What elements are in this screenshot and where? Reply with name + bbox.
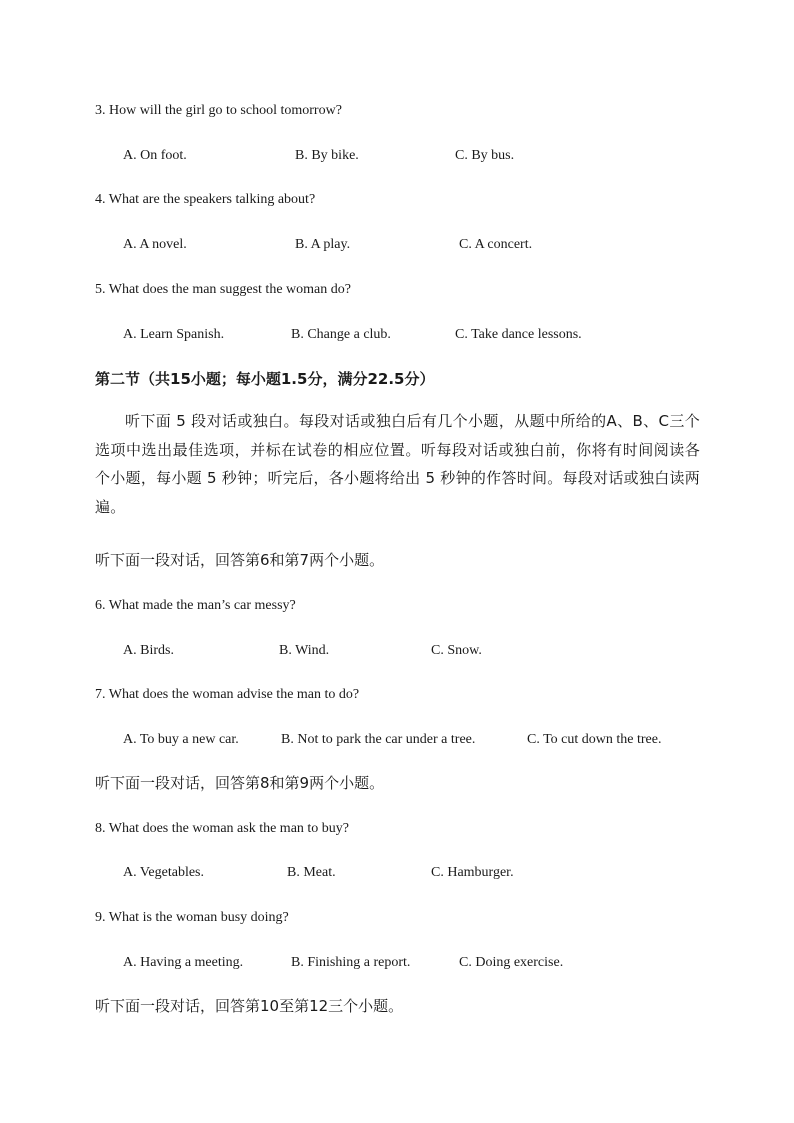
q3-option-a: A. On foot.	[123, 148, 187, 163]
q9-option-a: A. Having a meeting.	[123, 955, 244, 970]
q8-option-b: B. Meat.	[287, 865, 336, 880]
group-intro-10-12: 听下面一段对话，回答第10至第12三个小题。	[95, 997, 404, 1015]
group-intro-8-9: 听下面一段对话，回答第8和第9两个小题。	[95, 774, 385, 792]
q4-option-b: B. A play.	[295, 237, 351, 252]
question-6: 6. What made the man’s car messy?	[95, 598, 296, 613]
section-title: 第二节（共15小题；每小题1.5分，满分22.5分）	[95, 370, 435, 388]
q7-option-b: B. Not to park the car under a tree.	[281, 732, 476, 747]
question-5: 5. What does the man suggest the woman do?	[95, 282, 351, 297]
group-intro-6-7: 听下面一段对话，回答第6和第7两个小题。	[95, 551, 385, 569]
question-7: 7. What does the woman advise the man to do?	[95, 687, 360, 702]
q5-option-c: C. Take dance lessons.	[455, 327, 582, 342]
q8-option-c: C. Hamburger.	[431, 865, 514, 880]
q4-option-a: A. A novel.	[123, 237, 187, 252]
q8-option-a: A. Vegetables.	[123, 865, 204, 880]
question-4: 4. What are the speakers talking about?	[95, 192, 316, 207]
q7-option-c: C. To cut down the tree.	[527, 732, 662, 747]
question-8: 8. What does the woman ask the man to buy?	[95, 821, 350, 836]
q5-option-b: B. Change a club.	[291, 327, 391, 342]
q3-option-b: B. By bike.	[295, 148, 359, 163]
q7-option-a: A. To buy a new car.	[123, 732, 239, 747]
section-instructions: 听下面 5 段对话或独白。每段对话或独白后有几个小题，从题中所给的A、B、C三个选项中选出最佳选项，并标在试卷的相应位置。听每段对话或独白前，你将有时间阅读各个小题，每小题 5 秒钟；听完后，各小题将给出 5 秒钟的作答时间。每段对话或独白读两遍。	[95, 412, 700, 516]
q6-option-a: A. Birds.	[123, 643, 174, 658]
q6-option-b: B. Wind.	[279, 643, 330, 658]
q6-option-c: C. Snow.	[431, 643, 482, 658]
q5-option-a: A. Learn Spanish.	[123, 327, 225, 342]
q3-option-c: C. By bus.	[455, 148, 515, 163]
q9-option-c: C. Doing exercise.	[459, 955, 564, 970]
q4-option-c: C. A concert.	[459, 237, 533, 252]
q9-option-b: B. Finishing a report.	[291, 955, 411, 970]
question-3: 3. How will the girl go to school tomorrow?	[95, 103, 342, 118]
question-9: 9. What is the woman busy doing?	[95, 910, 289, 925]
